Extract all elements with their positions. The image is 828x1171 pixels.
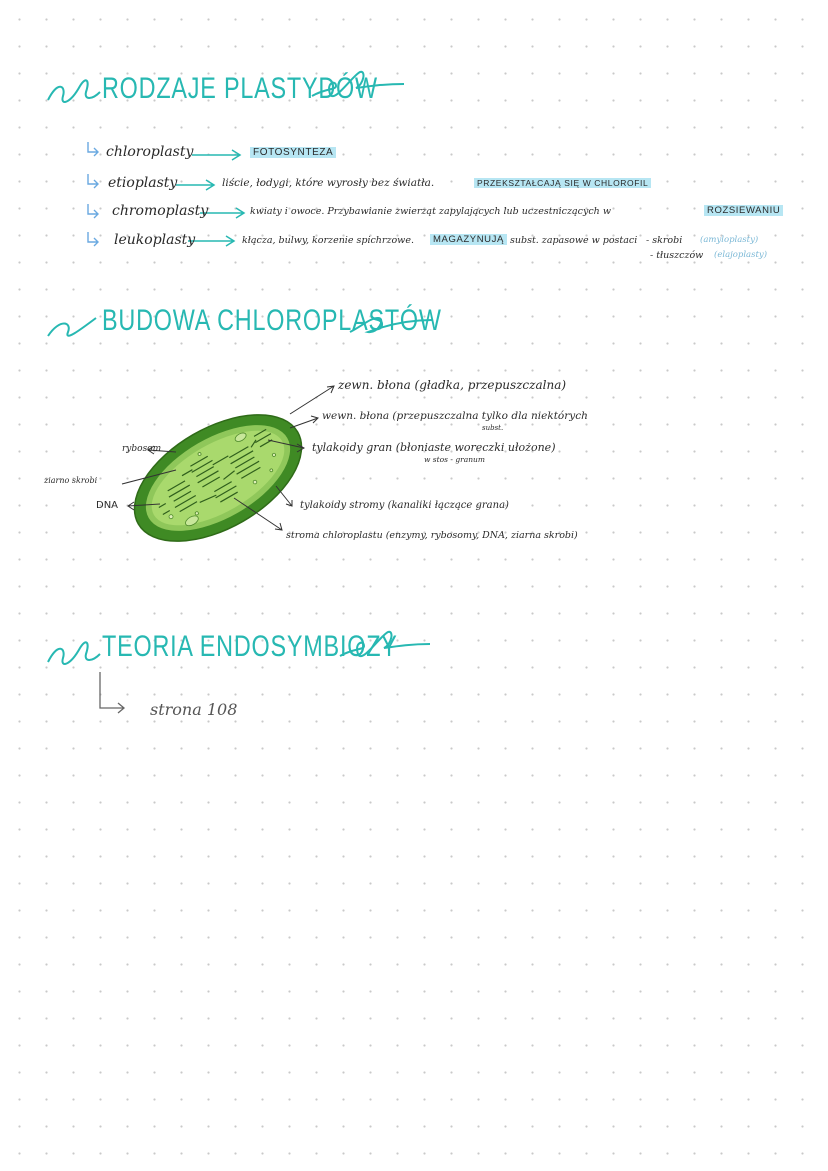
label-inner-membrane: wewn. błona (przepuszczalna tylko dla niektórych bbox=[322, 410, 588, 422]
label-grana-sub: w stos - granum bbox=[424, 455, 485, 464]
label-dna: DNA bbox=[96, 500, 119, 511]
leukoplasty-sub1-note: (amyloplasty) bbox=[700, 235, 759, 245]
list-item-chloroplasty: chloroplasty bbox=[106, 144, 194, 160]
highlight-przeksztalcaja: PRZEKSZTAŁCAJĄ SIĘ W CHLOROFIL bbox=[474, 178, 651, 188]
list-item-leukoplasty: leukoplasty bbox=[114, 232, 196, 248]
highlight-rozsiewaniu: ROZSIEWANIU bbox=[704, 205, 783, 216]
label-stroma: stroma chloroplastu (enzymy, rybosomy, DNA, ziarna skrobi) bbox=[286, 530, 578, 541]
section3-title: TEORIA ENDOSYMBIOZY bbox=[102, 630, 398, 663]
label-ribosome: rybosom bbox=[122, 444, 162, 454]
label-grana-thylakoids: tylakoidy gran (błoniaste woreczki ułożone) bbox=[312, 441, 556, 454]
list-item-chromoplasty: chromoplasty bbox=[112, 203, 209, 219]
etioplasty-desc: liście, łodygi, które wyrosły bez światła. bbox=[222, 177, 435, 189]
highlight-fotosynteza: FOTOSYNTEZA bbox=[250, 147, 336, 158]
leukoplasty-desc: kłącza, bulwy, korzenie spichrzowe. bbox=[242, 235, 414, 246]
section1-title: RODZAJE PLASTYDÓW bbox=[102, 72, 378, 105]
label-starch-grain: ziarno skrobi bbox=[44, 476, 98, 485]
leukoplasty-desc2: subst. zapasowe w postaci bbox=[510, 235, 638, 246]
label-stroma-thylakoids: tylakoidy stromy (kanaliki łączące grana) bbox=[300, 500, 509, 511]
label-outer-membrane: zewn. błona (gładka, przepuszczalna) bbox=[338, 378, 567, 392]
section2-title: BUDOWA CHLOROPLASTÓW bbox=[102, 304, 442, 337]
list-item-etioplasty: etioplasty bbox=[108, 175, 178, 191]
chromoplasty-desc: kwiaty i owoce. Przybawianie zwierząt zapylających lub uczestniczących w bbox=[250, 206, 611, 217]
leukoplasty-sub1: - skrobi bbox=[646, 235, 683, 246]
leukoplasty-sub2-note: (elajoplasty) bbox=[714, 250, 768, 260]
label-inner-membrane-sub: subst. bbox=[482, 424, 504, 432]
highlight-magazynuja: MAGAZYNUJĄ bbox=[430, 234, 507, 245]
leukoplasty-sub2: - tłuszczów bbox=[650, 250, 704, 261]
page-reference: strona 108 bbox=[150, 700, 238, 719]
